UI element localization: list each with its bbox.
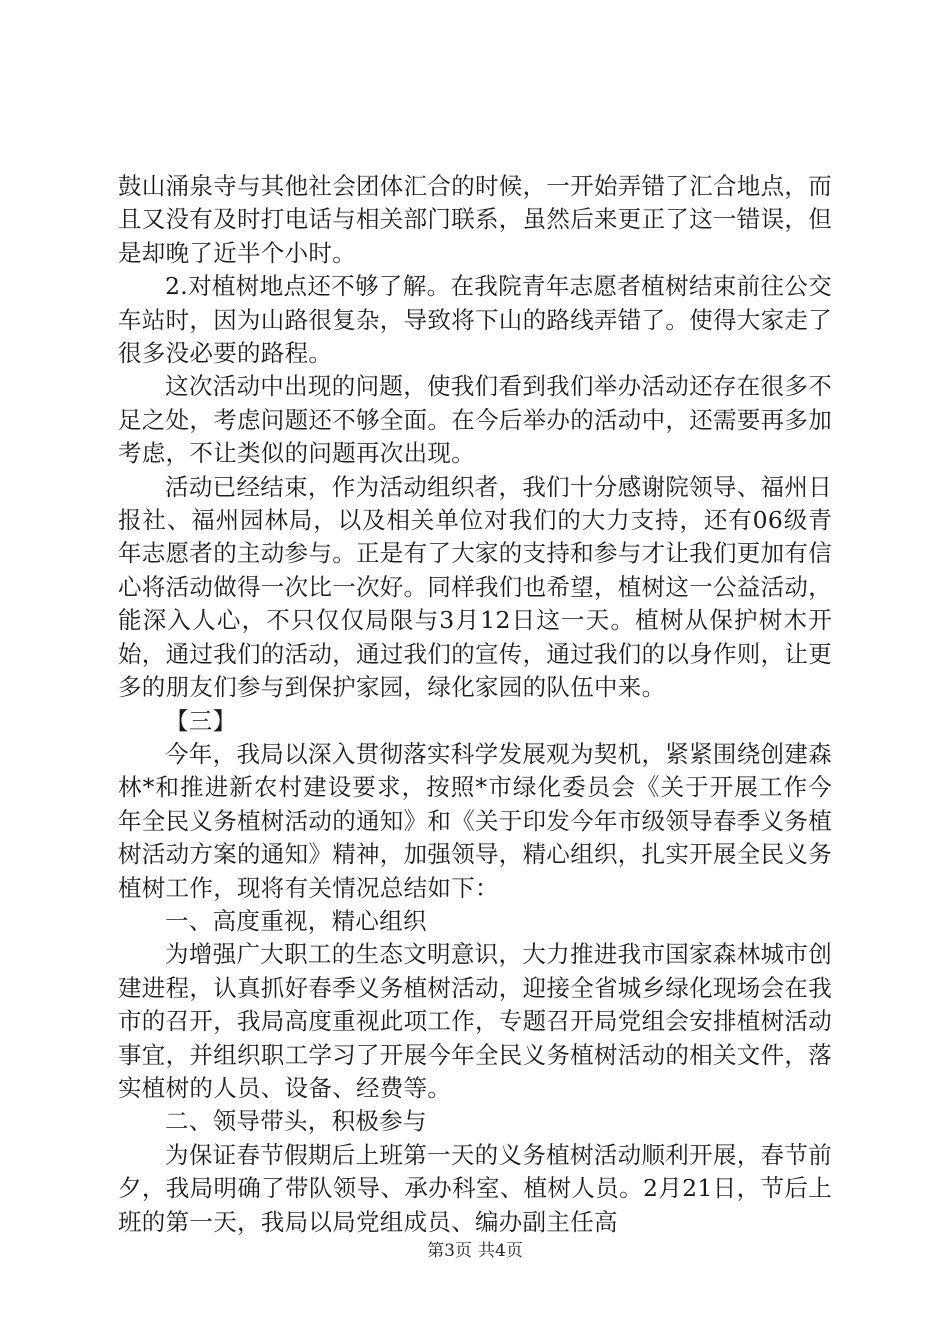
paragraph-continuation: 鼓山涌泉寺与其他社会团体汇合的时候，一开始弄错了汇合地点，而且又没有及时打电话与相关部门联系，虽然后来更正了这一错误，但是却晚了近半个小时。 [118, 172, 832, 267]
page-total: 共4页 [478, 1241, 523, 1261]
paragraph-intro: 今年，我局以深入贯彻落实科学发展观为契机，紧紧围绕创建森林*和推进新农村建设要求，按照*市绿化委员会《关于开展工作今年全民义务植树活动的通知》和《关于印发今年市级领导春季义务植树活动方案的通知》精神，加强领导，精心组织，扎实开展全民义务植树工作，现将有关情况总结如下： [118, 739, 832, 902]
section-heading-three: 【三】 [165, 706, 237, 735]
paragraph-thanks: 活动已经结束，作为活动组织者，我们十分感谢院领导、福州日报社、福州园林局，以及相关单位对我们的大力支持，还有06级青年志愿者的主动参与。正是有了大家的支持和参与才让我们更加有信心将活动做得一次比一次好。同样我们也希望，植树这一公益活动，能深入人心，不只仅仅局限与3月12日这一天。植树从保护树木开始，通过我们的活动，通过我们的宣传，通过我们的以身作则，让更多的朋友们参与到保护家园，绿化家园的队伍中来。 [118, 472, 832, 702]
subheading-two: 二、领导带头，积极参与 [165, 1107, 427, 1136]
paragraph-problems: 这次活动中出现的问题，使我们看到我们举办活动还存在很多不足之处，考虑问题还不够全面。在今后举办的活动中，还需要再多加考虑，不让类似的问题再次出现。 [118, 372, 832, 468]
document-body [118, 170, 832, 1239]
paragraph-item-2: 2.对植树地点还不够了解。在我院青年志愿者植树结束前往公交车站时，因为山路很复杂，导致将下山的路线弄错了。使得大家走了很多没必要的路程。 [118, 272, 832, 368]
page-number: 第3页 [427, 1241, 472, 1261]
paragraph-organization: 为增强广大职工的生态文明意识，大力推进我市国家森林城市创建进程，认真抓好春季义务植树活动，迎接全省城乡绿化现场会在我市的召开，我局高度重视此项工作，专题召开局党组会安排植树活动事宜，并组织职工学习了开展今年全民义务植树活动的相关文件，落实植树的人员、设备、经费等。 [118, 940, 832, 1102]
page-footer [0, 1240, 950, 1262]
paragraph-leadership: 为保证春节假期后上班第一天的义务植树活动顺利开展，春节前夕，我局明确了带队领导、承办科室、植树人员。2月21日，节后上班的第一天，我局以局党组成员、编办副主任高 [118, 1140, 832, 1236]
subheading-one: 一、高度重视，精心组织 [165, 906, 427, 935]
